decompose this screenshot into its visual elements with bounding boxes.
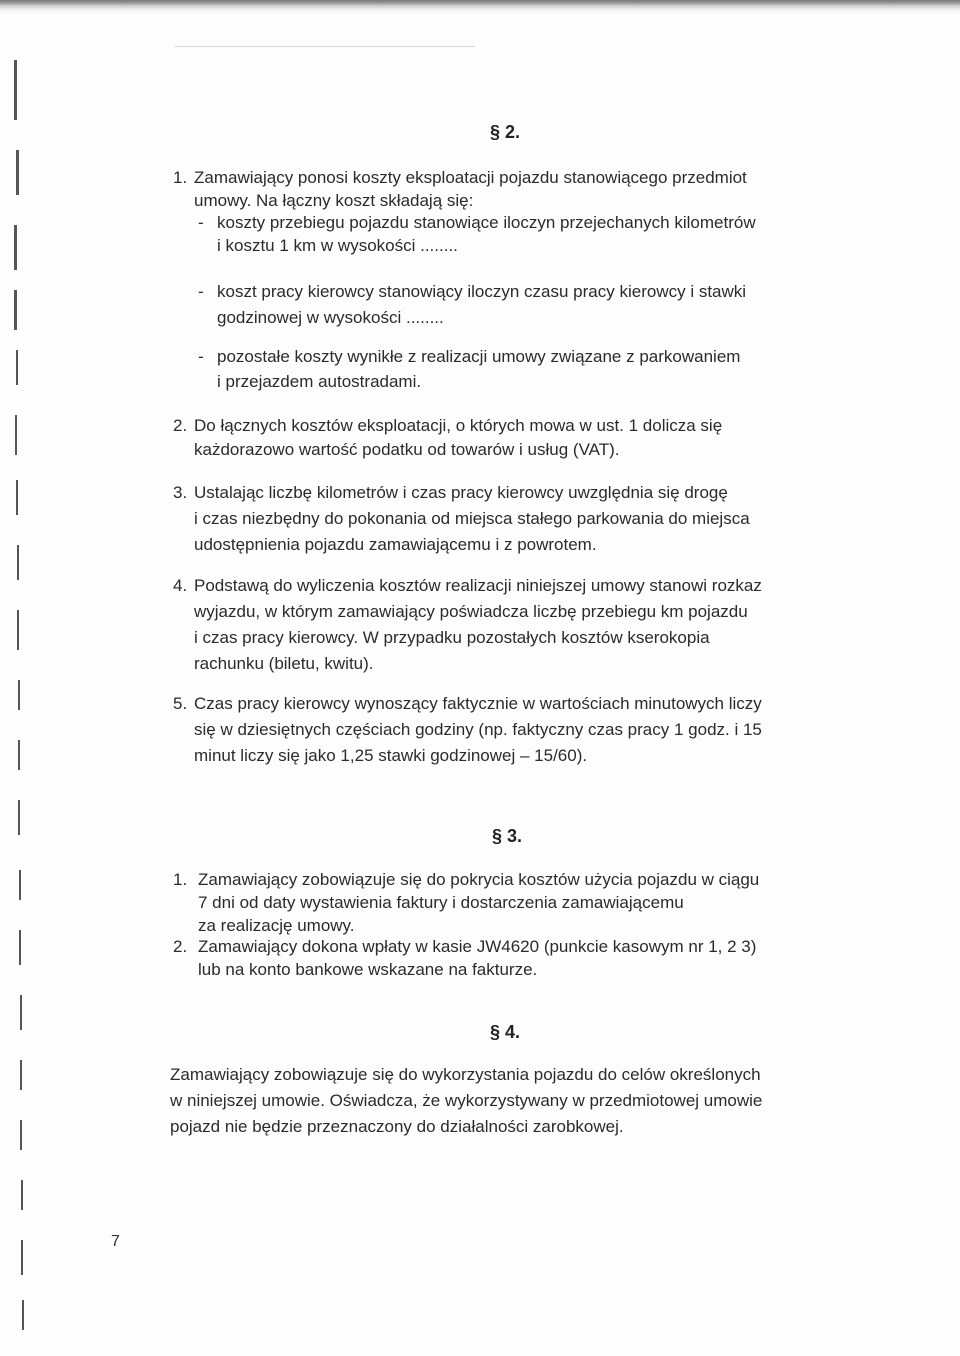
bullet-dash: - bbox=[198, 347, 204, 366]
text-line: minut liczy się jako 1,25 stawki godzinowej – 15/60). bbox=[194, 746, 588, 765]
section-title-4: § 4. bbox=[490, 1022, 521, 1042]
text-line: Zamawiający zobowiązuje się do pokrycia kosztów użycia pojazdu w ciągu bbox=[198, 870, 760, 889]
text-line: się w dziesiętnych częściach godziny (np. faktyczny czas pracy 1 godz. i 15 bbox=[194, 720, 762, 739]
text-line: udostępnienia pojazdu zamawiającemu i z powrotem. bbox=[194, 535, 597, 554]
text-line: Zamawiający dokona wpłaty w kasie JW4620 (punkcie kasowym nr 1, 2 3) bbox=[198, 937, 757, 956]
text-line: godzinowej w wysokości ........ bbox=[217, 308, 444, 327]
text-line: każdorazowo wartość podatku od towarów i usług (VAT). bbox=[194, 440, 620, 459]
text-line: pozostałe koszty wynikłe z realizacji umowy związane z parkowaniem bbox=[217, 347, 741, 366]
paragraph-number: 1. bbox=[173, 870, 188, 889]
text-line: Ustalając liczbę kilometrów i czas pracy kierowcy uwzględnia się drogę bbox=[194, 483, 728, 502]
paragraph-number: 1. bbox=[173, 168, 188, 187]
text-line: Podstawą do wyliczenia kosztów realizacji niniejszej umowy stanowi rozkaz bbox=[194, 576, 762, 595]
text-line: i przejazdem autostradami. bbox=[217, 372, 422, 391]
text-line: i czas niezbędny do pokonania od miejsca stałego parkowania do miejsca bbox=[194, 509, 750, 528]
section-title-3: § 3. bbox=[492, 826, 523, 846]
scan-artifact-line bbox=[175, 46, 475, 47]
scan-top-edge bbox=[0, 0, 960, 14]
text-line: i kosztu 1 km w wysokości ........ bbox=[217, 236, 458, 255]
text-line: i czas pracy kierowcy. W przypadku pozostałych kosztów kserokopia bbox=[194, 628, 710, 647]
text-line: Zamawiający ponosi koszty eksploatacji pojazdu stanowiącego przedmiot bbox=[194, 168, 747, 187]
text-line: koszt pracy kierowcy stanowiący iloczyn czasu pracy kierowcy i stawki bbox=[217, 282, 747, 301]
text-line: w niniejszej umowie. Oświadcza, że wykorzystywany w przedmiotowej umowie bbox=[170, 1091, 763, 1110]
text-line: umowy. Na łączny koszt składają się: bbox=[194, 191, 474, 210]
paragraph-number: 3. bbox=[173, 483, 188, 502]
text-line: wyjazdu, w którym zamawiający poświadcza liczbę przebiegu km pojazdu bbox=[194, 602, 748, 621]
section-title-2: § 2. bbox=[490, 122, 521, 142]
text-line: Czas pracy kierowcy wynoszący faktycznie w wartościach minutowych liczy bbox=[194, 694, 762, 713]
paragraph-number: 5. bbox=[173, 694, 188, 713]
text-line: pojazd nie będzie przeznaczony do działalności zarobkowej. bbox=[170, 1117, 624, 1136]
text-line: za realizację umowy. bbox=[198, 916, 355, 935]
bullet-dash: - bbox=[198, 282, 204, 301]
paragraph-number: 4. bbox=[173, 576, 188, 595]
text-line: Do łącznych kosztów eksploatacji, o których mowa w ust. 1 dolicza się bbox=[194, 416, 723, 435]
text-line: lub na konto bankowe wskazane na fakturze. bbox=[198, 960, 538, 979]
page-number: 7 bbox=[111, 1233, 120, 1250]
text-line: koszty przebiegu pojazdu stanowiące iloczyn przejechanych kilometrów bbox=[217, 213, 756, 232]
binder-edge-marks bbox=[0, 0, 44, 1356]
text-line: 7 dni od daty wystawienia faktury i dostarczenia zamawiającemu bbox=[198, 893, 684, 912]
paragraph-number: 2. bbox=[173, 937, 188, 956]
paragraph-number: 2. bbox=[173, 416, 188, 435]
text-line: rachunku (biletu, kwitu). bbox=[194, 654, 374, 673]
bullet-dash: - bbox=[198, 213, 204, 232]
text-line: Zamawiający zobowiązuje się do wykorzystania pojazdu do celów określonych bbox=[170, 1065, 761, 1084]
